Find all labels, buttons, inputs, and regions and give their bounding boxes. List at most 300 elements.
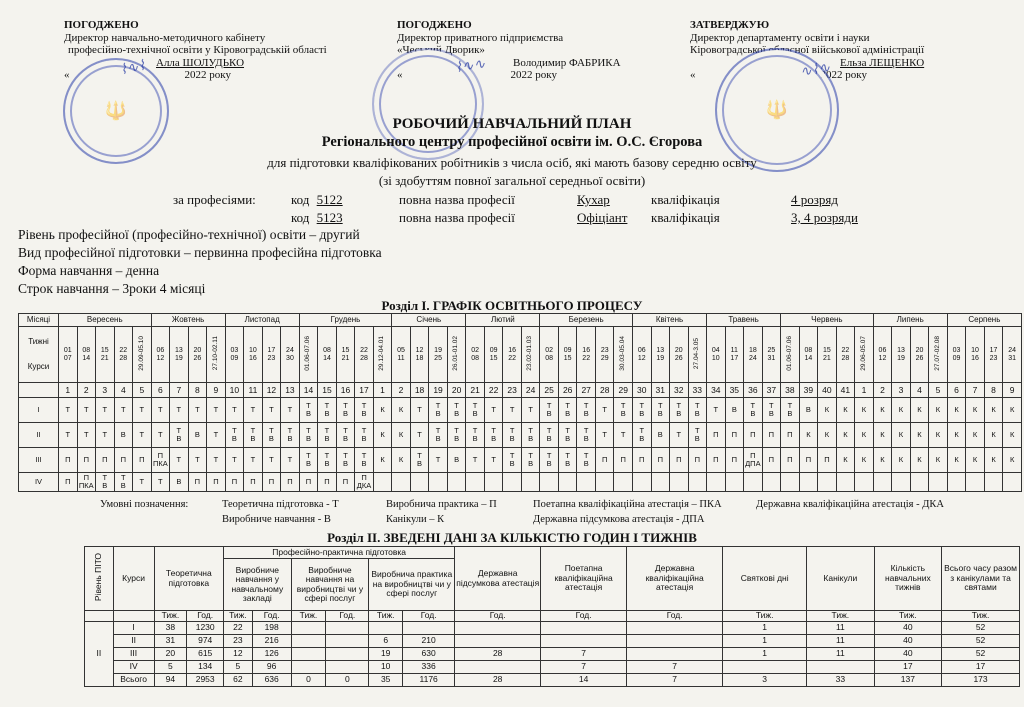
schedule-cell: Т В [299,448,318,473]
profession-name: Офіціант [577,210,628,225]
schedule-cell [614,473,633,492]
month-header: Січень [392,314,466,327]
schedule-cell: Т В [632,398,651,423]
schedule-cell: Т [207,398,226,423]
schedule-cell: Т [133,398,152,423]
week-range: 13 19 [651,327,670,383]
course-label: I [19,398,59,423]
schedule-cell: Т [225,448,244,473]
week-number: 10 [225,383,244,398]
schedule-cell: Т В [744,398,763,423]
unit-header: Тиж. [291,611,326,622]
summary-value: 5 [154,661,187,674]
unit-header: Год. [252,611,291,622]
week-range: 23.02-01.03 [521,327,540,383]
study-weeks-header: Кількість навчальних тижнів [874,547,942,611]
weeks-label: Тижні [28,337,49,346]
schedule-cell [947,473,966,492]
profession-name-label: повна назва професії [399,192,515,207]
week-range: 08 14 [799,327,818,383]
schedule-cell: В [188,423,207,448]
schedule-cell: К [929,423,948,448]
schedule-cell: К [947,423,966,448]
week-range: 15 21 [818,327,837,383]
summary-value [291,648,326,661]
unit-header: Тиж. [154,611,187,622]
summary-value: 40 [874,635,942,648]
signature-2: ⌇∿∿ [454,55,487,77]
schedule-cell: П [707,423,726,448]
week-range: 06 12 [151,327,170,383]
unit-header: Тиж. [369,611,403,622]
schedule-cell [577,473,596,492]
schedule-cell: Т В [318,398,337,423]
week-number: 39 [799,383,818,398]
unit-header: Год. [326,611,369,622]
schedule-cell [725,473,744,492]
section-2-title: Розділ ІІ. ЗВЕДЕНІ ДАНІ ЗА КІЛЬКІСТЮ ГОДИН І ТИЖНІВ [327,530,697,545]
schedule-cell [595,473,614,492]
week-number: 16 [336,383,355,398]
unit-header: Год. [541,611,627,622]
schedule-cell: Т [614,423,633,448]
week-number: 6 [947,383,966,398]
summary-value [455,622,541,635]
schedule-cell: П [707,448,726,473]
summary-value: 22 [224,622,253,635]
week-number: 21 [466,383,485,398]
approval-position: Директор приватного підприємства [397,31,564,44]
week-range: 13 19 [892,327,911,383]
week-range: 29.09-05.10 [133,327,152,383]
schedule-cell: Т [151,398,170,423]
schedule-cell: Т В [447,423,466,448]
schedule-cell: Т В [410,448,429,473]
study-form: Форма навчання – денна [18,263,160,278]
week-number: 26 [558,383,577,398]
schedule-cell: В [725,398,744,423]
summary-value: 31 [154,635,187,648]
schedule-cell [707,473,726,492]
schedule-cell: Т [170,398,189,423]
course-label: III [19,448,59,473]
week-range: 29.06-05.07 [855,327,874,383]
schedule-cell: Т В [558,448,577,473]
week-number: 1 [373,383,392,398]
schedule-cell [836,473,855,492]
summary-value: 126 [252,648,291,661]
summary-value: 1176 [403,674,455,687]
schedule-cell [762,473,781,492]
theory-header: Теоретична підготовка [154,547,224,611]
week-number: 40 [818,383,837,398]
week-range: 24 30 [281,327,300,383]
week-range: 03 09 [947,327,966,383]
course-cell: І [113,622,154,635]
schedule-cell: К [892,423,911,448]
week-number: 31 [651,383,670,398]
training-in-school-header: Виробниче навчання у навчальному закладі [224,559,292,611]
schedule-cell: П [207,473,226,492]
signature-1: ⌇∿⌇ [118,57,147,79]
schedule-cell: Т [225,398,244,423]
summary-value: 1 [723,648,807,661]
profession-name-label: повна назва професії [399,210,515,225]
schedule-cell: Т В [558,423,577,448]
schedule-cell: К [892,448,911,473]
summary-row [85,648,1020,661]
week-range: 03 09 [225,327,244,383]
week-number: 32 [670,383,689,398]
week-number: 7 [966,383,985,398]
week-number: 4 [114,383,133,398]
week-number: 5 [133,383,152,398]
schedule-cell: Т В [651,398,670,423]
week-range: 22 28 [114,327,133,383]
month-header: Серпень [947,314,1021,327]
week-range: 06 12 [632,327,651,383]
training-at-work-header: Виробниче навчання на виробництві чи у сфері послуг [291,559,369,611]
legend-item-dpa: Державна підсумкова атестація - ДПА [533,514,705,525]
schedule-cell: В [170,473,189,492]
month-header: Квітень [632,314,706,327]
approval-organization: «Чеський Дворик» [397,44,485,56]
schedule-cell: К [836,448,855,473]
summary-value [541,622,627,635]
schedule-cell [873,473,892,492]
week-range: 15 21 [336,327,355,383]
week-number: 3 [96,383,115,398]
schedule-cell [744,473,763,492]
schedule-cell: П [77,448,96,473]
week-number: 11 [244,383,263,398]
week-range: 20 26 [670,327,689,383]
code-label: код [291,210,310,225]
schedule-cell: П [96,448,115,473]
schedule-cell: П [59,473,78,492]
summary-value [326,635,369,648]
week-number: 41 [836,383,855,398]
summary-value [326,622,369,635]
schedule-cell [781,473,800,492]
professional-practice-header: Професійно-практична підготовка [224,547,455,559]
summary-value: 38 [154,622,187,635]
week-number: 1 [59,383,78,398]
schedule-cell: Т [59,398,78,423]
total-time-header: Всього часу разом з канікулами та святами [942,547,1020,611]
week-number: 8 [984,383,1003,398]
schedule-cell: Т [281,448,300,473]
approval-name: Володимир ФАБРИКА [513,56,621,69]
schedule-cell: Т В [299,423,318,448]
week-range: 16 22 [577,327,596,383]
week-number: 25 [540,383,559,398]
unit-header: Год. [403,611,455,622]
summary-value [807,661,875,674]
schedule-cell: П [744,423,763,448]
summary-value: 28 [455,674,541,687]
week-range: 05 11 [392,327,411,383]
week-range: 11 17 [725,327,744,383]
week-range: 18 24 [744,327,763,383]
week-number: 28 [595,383,614,398]
approval-heading: ЗАТВЕРДЖУЮ [690,19,770,31]
level-header: Рівень ПІТО [85,547,114,611]
schedule-cell [373,473,392,492]
schedule-cell: Т [244,398,263,423]
summary-row [85,674,1020,687]
summary-value: 11 [807,622,875,635]
summary-value: 0 [291,674,326,687]
approval-name: Алла ШОЛУДЬКО [156,56,245,69]
week-range: 27.04-3.05 [688,327,707,383]
schedule-cell: Т В [577,448,596,473]
schedule-cell: Т [484,448,503,473]
unit-header: Год. [187,611,224,622]
schedule-cell: К [873,423,892,448]
week-range: 25 31 [762,327,781,383]
schedule-cell: К [799,423,818,448]
schedule-cell: К [392,448,411,473]
summary-value: 7 [541,648,627,661]
week-number: 2 [873,383,892,398]
dpa-header: Державна підсумкова атестація [455,547,541,611]
week-number: 30 [632,383,651,398]
unit-header: Год. [627,611,723,622]
week-range: 06 12 [873,327,892,383]
schedule-cell: К [910,398,929,423]
schedule-cell: Т В [688,423,707,448]
schedule-cell: Т [114,398,133,423]
legend-item-dka: Державна кваліфікаційна атестація - ДКА [756,499,944,510]
study-duration: Строк навчання – 3роки 4 місяці [18,281,206,296]
unit-header: Тиж. [942,611,1020,622]
legend-item-pka: Поетапна кваліфікаційна атестація – ПКА [533,499,722,510]
schedule-cell: В [114,423,133,448]
approval-date: 2022 року [510,69,557,81]
approval-name: Ельза ЛЕЩЕНКО [840,56,925,69]
schedule-cell: Т [207,448,226,473]
unit-header: Тиж. [224,611,253,622]
week-number: 2 [392,383,411,398]
schedule-cell: К [892,398,911,423]
summary-value: 198 [252,622,291,635]
schedule-cell: П [133,448,152,473]
schedule-cell: В [651,423,670,448]
schedule-cell: П [781,423,800,448]
unit-header: Тиж. [723,611,807,622]
summary-value: 40 [874,648,942,661]
summary-value [455,635,541,648]
schedule-cell: К [836,398,855,423]
schedule-cell: Т В [355,423,374,448]
weeks-courses-label [19,327,59,383]
pka-header: Поетапна кваліфікаційна атестація [541,547,627,611]
week-number: 36 [744,383,763,398]
schedule-cell: Т [77,423,96,448]
week-number: 5 [929,383,948,398]
month-header: Липень [873,314,947,327]
schedule-cell [892,473,911,492]
profession-row-2 [291,210,858,226]
schedule-cell: Т В [762,398,781,423]
course-cell: Всього [113,674,154,687]
schedule-cell: Т В [688,398,707,423]
week-range: 09 15 [558,327,577,383]
schedule-cell: Т В [484,423,503,448]
summary-value [326,661,369,674]
week-number: 15 [318,383,337,398]
schedule-cell: Т [77,398,96,423]
schedule-cell: П [281,473,300,492]
summary-value: 1230 [187,622,224,635]
schedule-cell: П [725,423,744,448]
schedule-cell: П [762,423,781,448]
summary-value: 137 [874,674,942,687]
week-number: 7 [170,383,189,398]
summary-value: 7 [627,661,723,674]
schedule-cell: П [114,448,133,473]
week-range: 26.01-01.02 [447,327,466,383]
section-1-title: Розділ І. ГРАФІК ОСВІТНЬОГО ПРОЦЕСУ [381,298,643,313]
month-header: Вересень [59,314,152,327]
schedule-cell: К [855,423,874,448]
course-label: II [19,423,59,448]
schedule-cell: Т [503,398,522,423]
summary-value: 630 [403,648,455,661]
trident-icon: 🔱 [765,99,789,120]
schedule-cell: К [1003,448,1022,473]
summary-value [455,661,541,674]
schedule-cell [651,473,670,492]
approval-date-prefix: « [397,69,403,81]
schedule-cell [503,473,522,492]
summary-value: 40 [874,622,942,635]
summary-value: 216 [252,635,291,648]
schedule-cell: Т В [225,423,244,448]
schedule-cell: Т В [558,398,577,423]
unit-header: Тиж. [874,611,942,622]
week-number: 20 [447,383,466,398]
schedule-cell: П [299,473,318,492]
schedule-cell: Т [59,423,78,448]
course-cell: ІІІ [113,648,154,661]
schedule-cell: Т [133,473,152,492]
week-range: 01 07 [59,327,78,383]
schedule-cell: К [910,423,929,448]
schedule-cell: Т В [355,448,374,473]
month-header: Червень [781,314,874,327]
approval-organization: професійно-технічної освіти у Кіровоградській області [68,44,327,56]
schedule-cell: В [799,398,818,423]
week-range: 22 28 [355,327,374,383]
summary-value: 96 [252,661,291,674]
week-number: 27 [577,383,596,398]
schedule-cell: Т [133,423,152,448]
course-row [19,423,1022,448]
approval-date-prefix: « [64,69,70,81]
schedule-cell: Т В [447,398,466,423]
legend-item-theory: Теоретична підготовка - Т [222,499,339,510]
summary-value: 636 [252,674,291,687]
summary-value: 11 [807,648,875,661]
schedule-cell: Т В [781,398,800,423]
week-range: 04 10 [707,327,726,383]
schedule-cell: К [966,423,985,448]
week-number: 2 [77,383,96,398]
document-title: РОБОЧИЙ НАВЧАЛЬНИЙ ПЛАН [392,116,632,132]
week-number: 38 [781,383,800,398]
schedule-cell: К [984,448,1003,473]
schedule-cell: К [1003,423,1022,448]
week-number: 18 [410,383,429,398]
schedule-cell: Т [262,398,281,423]
schedule-cell: Т [466,448,485,473]
week-range: 10 16 [966,327,985,383]
schedule-cell: Т В [429,398,448,423]
summary-value: 10 [369,661,403,674]
month-header: Жовтень [151,314,225,327]
schedule-cell [1003,473,1022,492]
schedule-cell: П [244,473,263,492]
schedule-cell: П [336,473,355,492]
approval-organization: Кіровоградської обласної військової адміністрації [690,44,925,56]
schedule-cell: Т [151,423,170,448]
approval-date: 2022 року [184,69,231,81]
approval-date-prefix: « [690,69,696,81]
schedule-cell [910,473,929,492]
course-row [19,398,1022,423]
week-number: 12 [262,383,281,398]
schedule-cell: П [670,448,689,473]
week-range: 09 15 [484,327,503,383]
summary-value: 1 [723,622,807,635]
schedule-cell: П [632,448,651,473]
month-header: Лютий [466,314,540,327]
approval-position: Директор навчально-методичного кабінету [64,31,266,44]
schedule-cell: Т В [466,423,485,448]
schedule-cell: Т [281,398,300,423]
schedule-cell: Т В [299,398,318,423]
summary-value [627,635,723,648]
months-label: Місяці [19,314,59,327]
qualification-value: 4 розряд [791,192,838,207]
week-number: 9 [207,383,226,398]
trident-icon: 🔱 [104,100,128,121]
week-range: 13 19 [170,327,189,383]
qualification-value: 3, 4 розряди [791,210,858,225]
summary-value [291,661,326,674]
summary-value: 615 [187,648,224,661]
schedule-cell: П [262,473,281,492]
month-header: Березень [540,314,633,327]
schedule-cell: К [855,448,874,473]
schedule-cell: Т В [170,423,189,448]
approval-heading: ПОГОДЖЕНО [397,19,472,31]
schedule-cell: Т В [114,473,133,492]
week-number: 23 [503,383,522,398]
summary-value: 19 [369,648,403,661]
week-number: 33 [688,383,707,398]
summary-row [85,622,1020,635]
schedule-cell [540,473,559,492]
schedule-cell: Т [410,423,429,448]
schedule-cell: Т В [521,423,540,448]
summary-value: 52 [942,635,1020,648]
schedule-cell: П ДПА [744,448,763,473]
summary-value: 210 [403,635,455,648]
schedule-cell: К [855,398,874,423]
